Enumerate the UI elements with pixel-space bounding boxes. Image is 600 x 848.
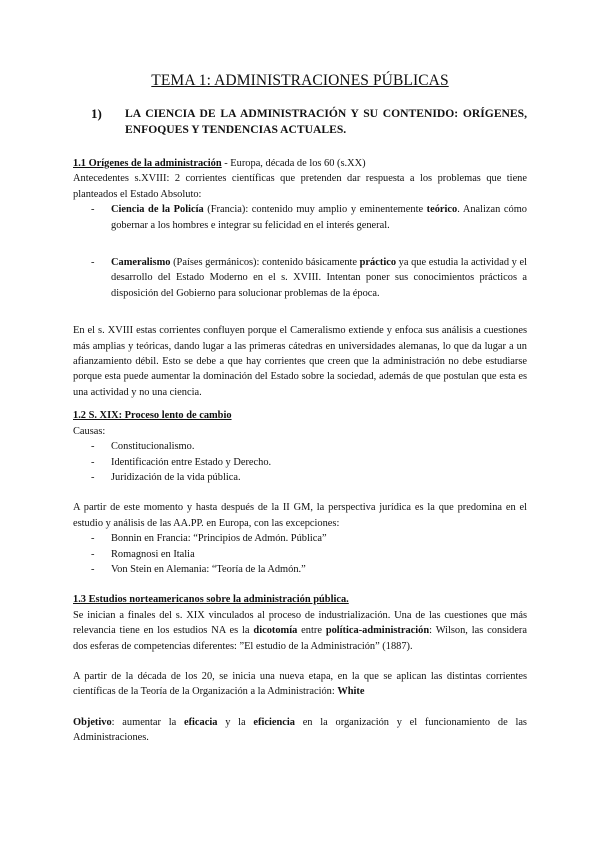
subsection-1-1-heading: [73, 156, 527, 171]
text: ya que estudia la actividad y el desarrollo del Estado Moderno en el s. XVIII. Intentan poner sus conocimientos prácticos a disposición del Gobierno para solucionar problemas de la época.: [111, 257, 527, 299]
text: entre: [297, 625, 326, 637]
list-item: - Von Stein en Alemania: “Teoría de la Admón.”: [73, 562, 527, 577]
text: (Países germánicos): contenido básicamente: [170, 257, 360, 269]
term: teórico: [426, 204, 458, 216]
term: Objetivo: [73, 716, 112, 728]
subsection-1-1-intro: Antecedentes s.XVIII: 2 corrientes científicas que pretenden dar respuesta a los problemas que tiene planteados el Estado Absoluto:: [73, 173, 527, 200]
subsection-1-2-paragraph: A partir de este momento y hasta después de la II GM, la perspectiva jurídica es la que predomina en el estudio y análisis de las AA.PP. en Europa, con las excepciones:: [73, 502, 527, 529]
exceptions-list: [73, 531, 527, 577]
list-item: [73, 202, 527, 233]
section-heading: [73, 106, 527, 138]
subsection-1-2-heading: [73, 408, 527, 423]
list-item: - Constitucionalismo.: [73, 439, 527, 454]
currents-list-2: [73, 255, 527, 301]
list-item: - Romagnosi en Italia: [73, 547, 527, 562]
subsection-1-3-objective: [73, 715, 527, 746]
causes-label: Causas:: [73, 425, 106, 437]
currents-list: [73, 202, 527, 233]
text: (Francia): contenido muy amplio y eminentemente: [203, 204, 427, 216]
text: A partir de la década de los 20, se inicia una nueva etapa, en la que se aplican las distintas corrientes científicas de la Teoría de la Organización a la Administración:: [73, 670, 527, 698]
term: dicotomía: [253, 625, 298, 637]
subsection-1-1-paragraph: En el s. XVIII estas corrientes confluyen porque el Cameralismo extiende y enfoca sus análisis a cuestiones más amplias y teóricas, dando lugar a las primeras cátedras en universidades alemanas, lo que da lugar a un afianzamiento débil. Esto se debe a que hay corrientes que creen que la administración no debe estudiarse porque esta puede aumentar la dominación del Estado sobre la sociedad, además de que postulan que esta es una actividad y no una ciencia.: [73, 325, 527, 398]
list-item: - Juridización de la vida pública.: [73, 470, 527, 485]
subsection-1-3-heading: [73, 592, 527, 607]
term: práctico: [359, 257, 397, 269]
causes-list: [73, 439, 527, 485]
text: . Analizan cómo gobernar a los hombres e integrar su felicidad en el interés general.: [111, 204, 527, 231]
term: Ciencia de la Policía: [111, 204, 204, 216]
subsection-1-1-title-rest: - Europa, década de los 60 (s.XX): [221, 158, 366, 169]
term: eficiencia: [253, 716, 295, 728]
term: Cameralismo: [111, 257, 171, 269]
section-title: LA CIENCIA DE LA ADMINISTRACIÓN Y SU CONTENIDO: ORÍGENES, ENFOQUES Y TENDENCIAS ACTUALES.: [125, 107, 527, 136]
document-page: [73, 72, 527, 746]
text: Se inician a finales del s. XIX vinculados al proceso de industrialización. Una de las cuestiones que más relevancia tiene en los estudios NA es la: [73, 609, 527, 637]
text: en la organización y el funcionamiento de las Administraciones.: [73, 716, 527, 744]
text: : Wilson, las considera dos esferas de competencias diferentes: ”El estudio de la Administración” (1887).: [73, 625, 527, 652]
list-item: - Bonnin en Francia: “Principios de Admón. Pública”: [73, 531, 527, 546]
subsection-1-1-title: 1.1 Orígenes de la administración: [73, 158, 222, 169]
text: y la: [217, 716, 254, 728]
term: White: [337, 686, 365, 698]
subsection-1-3-title: 1.3 Estudios norteamericanos sobre la administración pública.: [73, 594, 349, 606]
list-item: [73, 255, 527, 301]
term: política-administración: [325, 625, 430, 637]
text: : aumentar la: [111, 716, 184, 728]
section-number: 1): [91, 106, 102, 121]
document-title: TEMA 1: ADMINISTRACIONES PÚBLICAS: [151, 72, 449, 89]
list-item: - Identificación entre Estado y Derecho.: [73, 455, 527, 470]
subsection-1-3-paragraph-2: [73, 669, 527, 700]
term: eficacia: [183, 716, 218, 728]
subsection-1-3-paragraph-1: [73, 608, 527, 654]
subsection-1-2-title: 1.2 S. XIX: Proceso lento de cambio: [73, 410, 232, 422]
